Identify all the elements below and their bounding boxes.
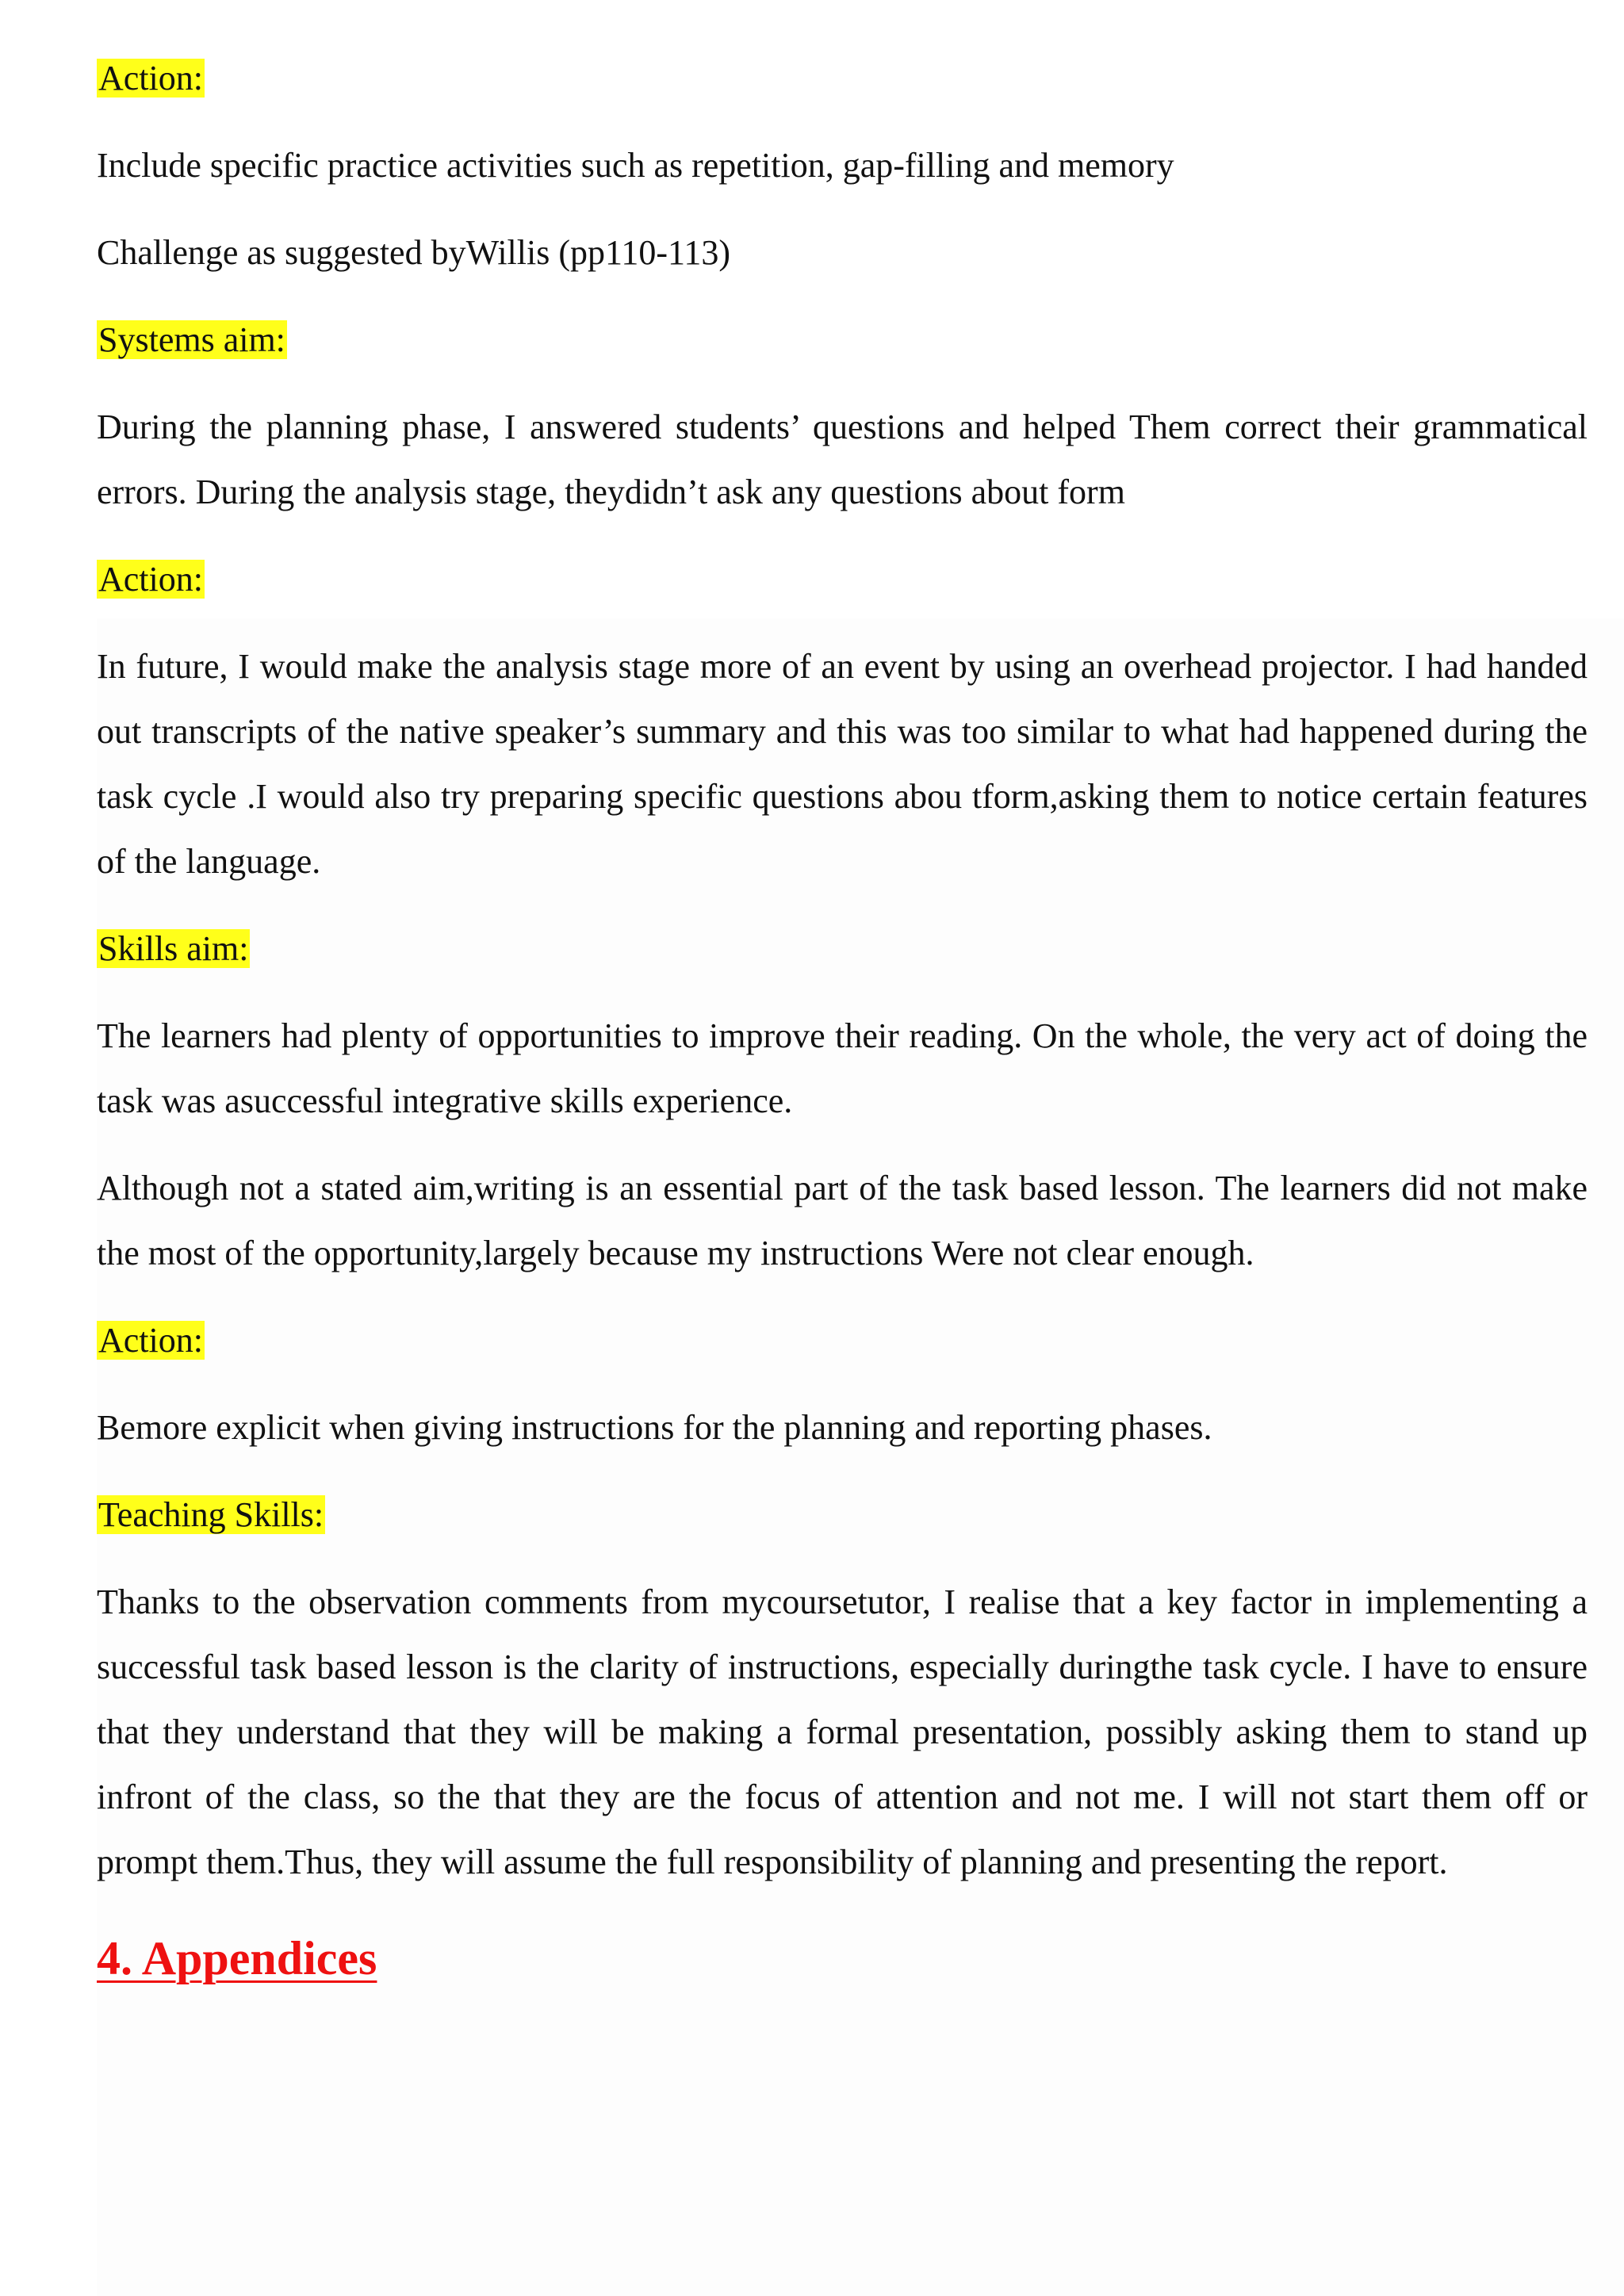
paragraph: During the planning phase, I answered students’ questions and helped Them correct their grammatical errors. During the analysis stage, theydidn’t ask any questions about form bbox=[97, 408, 1588, 511]
paragraph: The learners had plenty of opportunities to improve their reading. On the whole, the very act of doing the task was asuccessful integrative skills experience. bbox=[97, 1016, 1588, 1120]
section-heading-skills-aim: Skills aim: bbox=[98, 929, 249, 968]
section-heading-action: Action: bbox=[98, 1321, 203, 1360]
appendices-heading: 4. Appendices bbox=[97, 1932, 377, 1984]
paragraph: Although not a stated aim,writing is an essential part of the task based lesson. The learners did not make the most of the opportunity,largely because my instructions Were not clear enough. bbox=[97, 1169, 1588, 1272]
document-body bbox=[97, 46, 1588, 1990]
paragraph: Thanks to the observation comments from mycoursetutor, I realise that a key factor in implementing a successful task based lesson is the clarity of instructions, especially duringthe task cycle. I have to ensure that they understand that they will be making a formal presentation, possibly asking them to stand up infront of the class, so the that they are the focus of attention and not me. I will not start them off or prompt them.Thus, they will assume the full responsibility of planning and presenting the report. bbox=[97, 1582, 1588, 1881]
paragraph: In future, I would make the analysis stage more of an event by using an overhead projector. I had handed out transcripts of the native speaker’s summary and this was too similar to what had happened during the task cycle .I would also try preparing specific questions abou tform,asking them to notice certain features of the language. bbox=[97, 647, 1588, 881]
section-heading-action: Action: bbox=[98, 59, 203, 98]
section-heading-teaching-skills: Teaching Skills: bbox=[98, 1495, 324, 1534]
paragraph: Challenge as suggested byWillis (pp110-113) bbox=[97, 233, 731, 272]
section-heading-action: Action: bbox=[98, 560, 203, 599]
section-heading-systems-aim: Systems aim: bbox=[98, 320, 285, 359]
paragraph: Bemore explicit when giving instructions for the planning and reporting phases. bbox=[97, 1408, 1212, 1447]
paragraph: Include specific practice activities such as repetition, gap-filling and memory bbox=[97, 146, 1174, 185]
